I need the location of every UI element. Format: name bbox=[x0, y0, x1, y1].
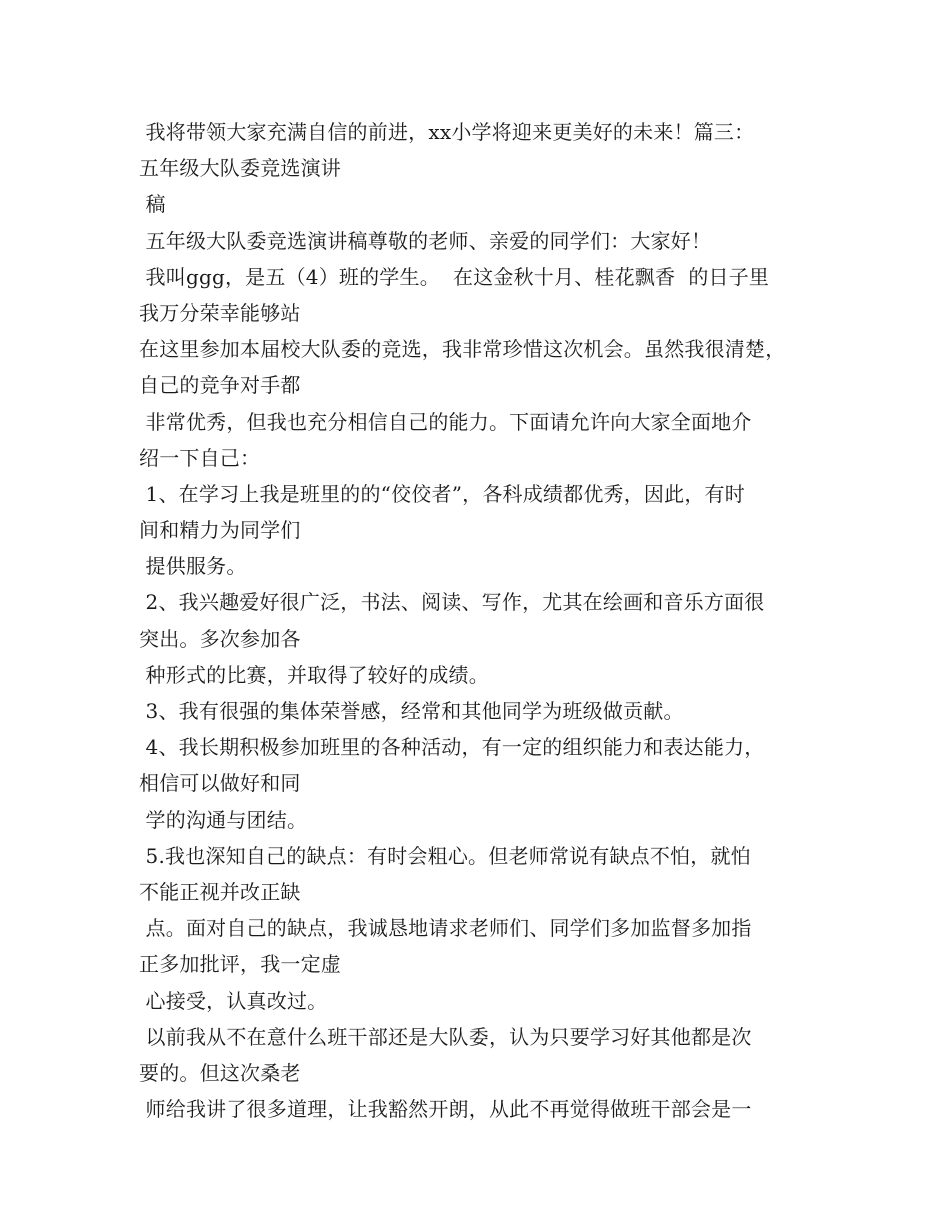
text-line: 我万分荣幸能够站 bbox=[139, 300, 301, 325]
text-line: 5.我也深知自己的缺点：有时会粗心。但老师常说有缺点不怕，就怕 bbox=[139, 843, 751, 868]
text-line: 相信可以做好和同 bbox=[139, 771, 301, 796]
text-line: 五年级大队委竞选演讲稿尊敬的老师、亲爱的同学们：大家好！ bbox=[139, 228, 712, 253]
text-line: 不能正视并改正缺 bbox=[139, 879, 301, 904]
text-line: 4、我长期积极参加班里的各种活动，有一定的组织能力和表达能力， bbox=[139, 735, 765, 760]
text-line: 突出。多次参加各 bbox=[139, 626, 301, 651]
text-line: 提供服务。 bbox=[139, 554, 247, 579]
text-line: 以前我从不在意什么班干部还是大队委，认为只要学习好其他都是次 bbox=[139, 1024, 752, 1049]
text-line: 种形式的比赛，并取得了较好的成绩。 bbox=[139, 662, 489, 687]
text-line: 师给我讲了很多道理，让我豁然开朗，从此不再觉得做班干部会是一 bbox=[139, 1097, 752, 1122]
text-line: 正多加批评，我一定虚 bbox=[139, 952, 341, 977]
text-line: 心接受，认真改过。 bbox=[139, 988, 328, 1013]
text-line: 我叫ggg，是五（4）班的学生。 在这金秋十月、桂花飘香 的日子里 bbox=[139, 264, 770, 289]
text-line: 1、在学习上我是班里的的“佼佼者”，各科成绩都优秀，因此，有时 bbox=[139, 481, 745, 506]
text-line: 绍一下自己： bbox=[139, 445, 261, 470]
document-body bbox=[139, 114, 839, 1127]
text-line: 学的沟通与团结。 bbox=[139, 807, 308, 832]
text-line: 自己的竞争对手都 bbox=[139, 373, 301, 398]
text-line: 非常优秀，但我也充分相信自己的能力。下面请允许向大家全面地介 bbox=[139, 409, 752, 434]
text-line: 2、我兴趣爱好很广泛，书法、阅读、写作，尤其在绘画和音乐方面很 bbox=[139, 590, 765, 615]
text-line: 我将带领大家充满自信的前进，xx小学将迎来更美好的未来！篇三： bbox=[139, 120, 755, 144]
text-line: 要的。但这次桑老 bbox=[139, 1060, 301, 1085]
text-line: 3、我有很强的集体荣誉感，经常和其他同学为班级做贡献。 bbox=[139, 699, 684, 723]
text-line: 五年级大队委竞选演讲 bbox=[139, 156, 341, 181]
text-line: 在这里参加本届校大队委的竞选，我非常珍惜这次机会。虽然我很清楚， bbox=[139, 337, 786, 362]
text-line: 点。面对自己的缺点，我诚恳地请求老师们、同学们多加监督多加指 bbox=[139, 916, 752, 941]
text-line: 间和精力为同学们 bbox=[139, 518, 301, 543]
text-line: 稿 bbox=[139, 192, 166, 217]
